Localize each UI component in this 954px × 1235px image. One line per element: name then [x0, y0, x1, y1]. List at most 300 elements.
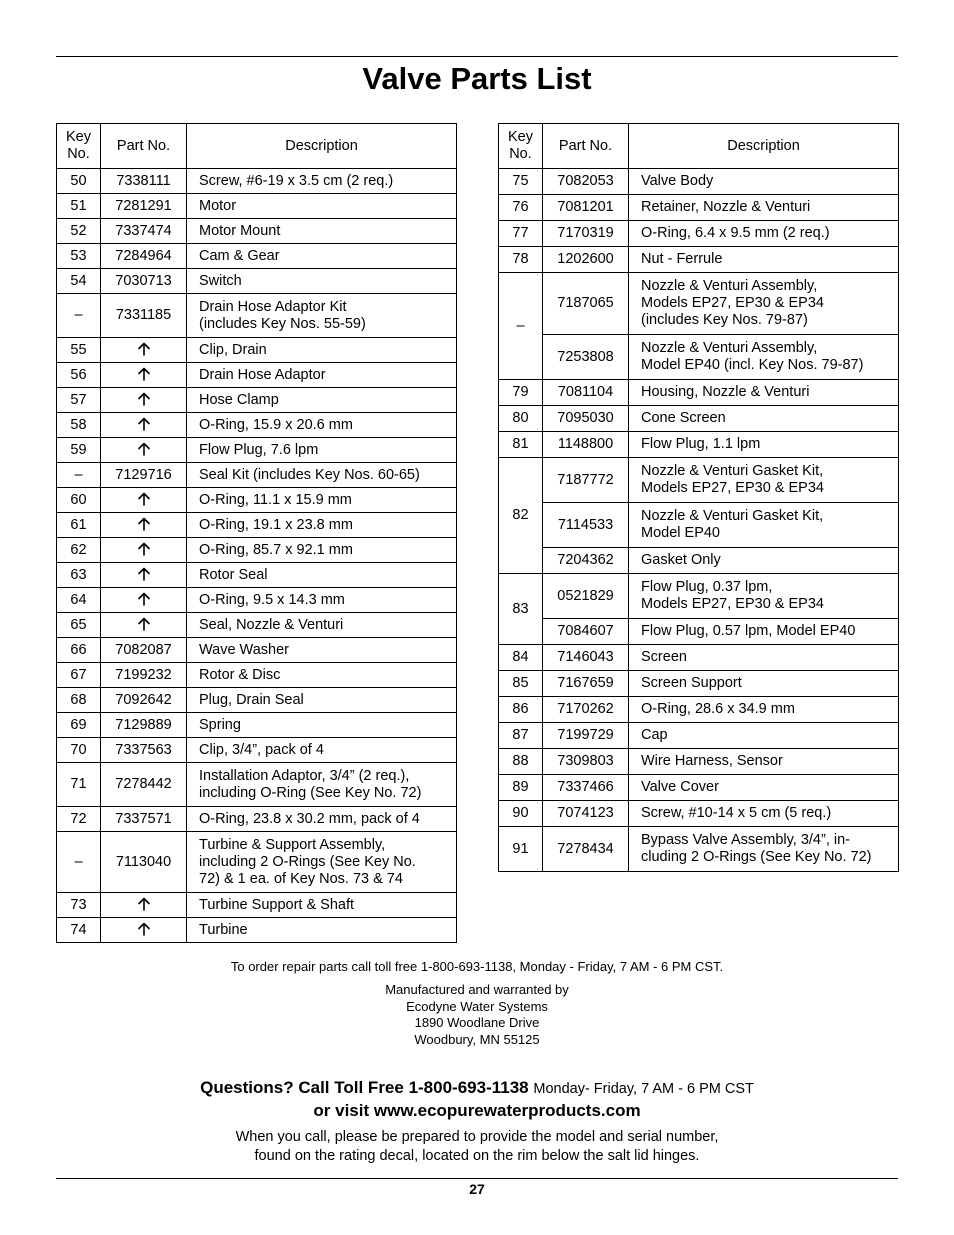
key-no-cell: – — [57, 832, 101, 893]
key-no-cell: 57 — [57, 388, 101, 413]
key-header-line: Key — [508, 129, 533, 145]
description-cell — [187, 663, 457, 688]
table-row — [57, 438, 457, 463]
description-cell — [187, 713, 457, 738]
table-row — [57, 513, 457, 538]
description-cell — [629, 697, 899, 723]
description-line: Screen Support — [641, 675, 742, 691]
description-cell — [629, 801, 899, 827]
key-no-cell: 66 — [57, 638, 101, 663]
table-row — [499, 380, 899, 406]
table-row — [57, 363, 457, 388]
part-no-header: Part No. — [543, 124, 629, 169]
table-row — [57, 832, 457, 893]
description-cell — [187, 513, 457, 538]
part-no-cell — [101, 488, 187, 513]
description-cell — [187, 918, 457, 943]
key-no-cell: – — [57, 294, 101, 338]
part-no-cell: 7084607 — [543, 619, 629, 645]
part-no-cell: 7129889 — [101, 713, 187, 738]
key-no-cell: 54 — [57, 269, 101, 294]
key-no-cell: 55 — [57, 338, 101, 363]
call-note-line: found on the rating decal, located on the rim below the salt lid hinges. — [254, 1148, 700, 1164]
key-no-cell: 56 — [57, 363, 101, 388]
same-kit-arrow-icon — [137, 342, 151, 356]
description-line: O-Ring, 28.6 x 34.9 mm — [641, 701, 795, 717]
description-line: Wave Washer — [199, 641, 289, 658]
description-cell — [629, 380, 899, 406]
manufacturer-name: Ecodyne Water Systems — [406, 998, 548, 1014]
description-line: Rotor Seal — [199, 566, 268, 583]
key-no-header — [57, 124, 101, 169]
same-kit-arrow-icon — [137, 392, 151, 406]
table-row — [499, 432, 899, 458]
description-cell — [187, 294, 457, 338]
description-cell — [187, 488, 457, 513]
table-row — [57, 194, 457, 219]
key-no-cell: 53 — [57, 244, 101, 269]
description-cell — [187, 413, 457, 438]
part-no-cell — [101, 588, 187, 613]
key-no-cell: 89 — [499, 775, 543, 801]
description-cell — [187, 563, 457, 588]
part-no-cell: 7082053 — [543, 169, 629, 195]
description-line: O-Ring, 9.5 x 14.3 mm — [199, 591, 345, 608]
description-cell — [187, 738, 457, 763]
key-no-cell: 72 — [57, 807, 101, 832]
key-no-cell: 50 — [57, 169, 101, 194]
key-no-cell: 52 — [57, 219, 101, 244]
description-line: O-Ring, 23.8 x 30.2 mm, pack of 4 — [199, 810, 420, 827]
key-no-cell: 86 — [499, 697, 543, 723]
description-cell — [187, 244, 457, 269]
table-row — [499, 273, 899, 335]
same-kit-arrow-icon — [137, 442, 151, 456]
description-line: O-Ring, 6.4 x 9.5 mm (2 req.) — [641, 225, 830, 241]
key-no-cell: 69 — [57, 713, 101, 738]
description-line: Motor Mount — [199, 222, 281, 239]
table-row — [499, 406, 899, 432]
description-line: (includes Key Nos. 79-87) — [641, 312, 808, 328]
description-cell — [187, 388, 457, 413]
part-no-cell: 7253808 — [543, 335, 629, 380]
key-no-cell: 80 — [499, 406, 543, 432]
description-cell — [629, 169, 899, 195]
description-cell — [187, 219, 457, 244]
table-row — [499, 645, 899, 671]
same-kit-arrow-icon — [137, 367, 151, 381]
description-line: O-Ring, 85.7 x 92.1 mm — [199, 541, 353, 558]
key-no-cell: 59 — [57, 438, 101, 463]
description-line: Seal Kit (includes Key Nos. 60-65) — [199, 466, 420, 483]
part-no-cell — [101, 613, 187, 638]
key-no-cell: 63 — [57, 563, 101, 588]
part-no-cell: 7337474 — [101, 219, 187, 244]
description-cell — [629, 195, 899, 221]
part-no-cell: 7170262 — [543, 697, 629, 723]
description-line: Switch — [199, 272, 242, 289]
key-no-cell: 70 — [57, 738, 101, 763]
same-kit-arrow-icon — [137, 517, 151, 531]
key-no-cell: 81 — [499, 432, 543, 458]
part-no-cell: 7337563 — [101, 738, 187, 763]
part-no-cell: 7082087 — [101, 638, 187, 663]
description-cell — [629, 273, 899, 335]
key-no-cell: 58 — [57, 413, 101, 438]
description-line: Screw, #6-19 x 3.5 cm (2 req.) — [199, 172, 394, 189]
table-row — [499, 335, 899, 380]
table-row — [499, 247, 899, 273]
same-kit-arrow-icon — [137, 592, 151, 606]
table-row — [57, 638, 457, 663]
part-no-cell: 7204362 — [543, 548, 629, 574]
description-cell — [187, 638, 457, 663]
same-kit-arrow-icon — [137, 617, 151, 631]
description-cell — [629, 574, 899, 619]
table-row — [57, 538, 457, 563]
same-kit-arrow-icon — [137, 417, 151, 431]
same-kit-arrow-icon — [137, 567, 151, 581]
part-no-cell — [101, 918, 187, 943]
part-no-cell — [101, 893, 187, 918]
page-title: Valve Parts List — [362, 61, 592, 96]
key-header-line: No. — [67, 146, 90, 162]
key-no-cell: 74 — [57, 918, 101, 943]
top-rule — [56, 56, 898, 57]
description-line: Drain Hose Adaptor — [199, 366, 326, 383]
description-line: Gasket Only — [641, 552, 721, 568]
table-row — [499, 671, 899, 697]
key-no-cell: 61 — [57, 513, 101, 538]
manufacturer-block — [0, 982, 954, 1048]
part-no-cell: 7081201 — [543, 195, 629, 221]
description-line: O-Ring, 11.1 x 15.9 mm — [199, 491, 352, 508]
description-cell — [187, 763, 457, 807]
key-no-cell: 85 — [499, 671, 543, 697]
description-line: Screen — [641, 649, 687, 665]
part-no-cell: 7187772 — [543, 458, 629, 503]
table-row — [57, 338, 457, 363]
description-line: Retainer, Nozzle & Venturi — [641, 199, 811, 215]
table-row — [57, 563, 457, 588]
description-line: Motor — [199, 197, 237, 214]
part-no-cell: 7114533 — [543, 503, 629, 548]
description-line: Nozzle & Venturi Gasket Kit, — [641, 508, 824, 524]
description-cell — [187, 363, 457, 388]
description-line: Drain Hose Adaptor Kit — [199, 298, 347, 315]
left-parts-table — [56, 123, 457, 943]
part-no-cell: 7337571 — [101, 807, 187, 832]
key-no-cell: 75 — [499, 169, 543, 195]
key-no-cell: 62 — [57, 538, 101, 563]
part-no-cell: 7170319 — [543, 221, 629, 247]
table-header-row — [57, 124, 457, 169]
table-row — [57, 613, 457, 638]
description-cell — [187, 438, 457, 463]
part-no-cell: 7337466 — [543, 775, 629, 801]
part-no-cell: 7167659 — [543, 671, 629, 697]
description-header: Description — [187, 124, 457, 169]
table-row — [499, 801, 899, 827]
key-no-cell: 79 — [499, 380, 543, 406]
description-cell — [629, 548, 899, 574]
key-no-cell: – — [57, 463, 101, 488]
description-cell — [187, 269, 457, 294]
right-parts-table — [498, 123, 899, 872]
table-row — [499, 827, 899, 872]
part-no-cell — [101, 538, 187, 563]
table-row — [499, 775, 899, 801]
table-row — [57, 763, 457, 807]
part-no-cell: 7199232 — [101, 663, 187, 688]
questions-line — [0, 1077, 954, 1100]
description-cell — [629, 827, 899, 872]
table-row — [57, 463, 457, 488]
description-cell — [629, 503, 899, 548]
part-no-cell — [101, 388, 187, 413]
part-no-cell: 7187065 — [543, 273, 629, 335]
table-row — [57, 488, 457, 513]
description-cell — [629, 406, 899, 432]
same-kit-arrow-icon — [137, 542, 151, 556]
part-no-header: Part No. — [101, 124, 187, 169]
same-kit-arrow-icon — [137, 897, 151, 911]
table-row — [499, 169, 899, 195]
table-row — [499, 221, 899, 247]
table-row — [499, 619, 899, 645]
manufacturer-street: 1890 Woodlane Drive — [414, 1015, 540, 1030]
description-line: Screw, #10-14 x 5 cm (5 req.) — [641, 805, 832, 821]
call-note-line: When you call, please be prepared to provide the model and serial number, — [235, 1129, 719, 1145]
description-line: O-Ring, 15.9 x 20.6 mm — [199, 416, 353, 433]
order-parts-line: To order repair parts call toll free 1-800-693-1138, Monday - Friday, 7 AM - 6 PM CST. — [230, 959, 724, 974]
description-line: Clip, Drain — [199, 341, 267, 358]
key-no-cell: 71 — [57, 763, 101, 807]
part-no-cell: 7030713 — [101, 269, 187, 294]
description-cell — [629, 775, 899, 801]
description-cell — [187, 169, 457, 194]
description-line: Nozzle & Venturi Assembly, — [641, 278, 818, 294]
description-line: Nut - Ferrule — [641, 251, 723, 267]
part-no-cell: 1202600 — [543, 247, 629, 273]
description-line: Models EP27, EP30 & EP34 — [641, 295, 824, 311]
description-line: Cam & Gear — [199, 247, 280, 264]
part-no-cell — [101, 513, 187, 538]
part-no-cell: 7278434 — [543, 827, 629, 872]
description-line: Turbine Support & Shaft — [199, 896, 355, 913]
website-line[interactable]: or visit www.ecopurewaterproducts.com — [313, 1101, 641, 1120]
key-no-cell: 67 — [57, 663, 101, 688]
table-row — [499, 458, 899, 503]
table-row — [57, 893, 457, 918]
same-kit-arrow-icon — [137, 492, 151, 506]
description-line: Nozzle & Venturi Assembly, — [641, 340, 818, 356]
description-line: Models EP27, EP30 & EP34 — [641, 480, 824, 496]
same-kit-arrow-icon — [137, 922, 151, 936]
description-line: Hose Clamp — [199, 391, 279, 408]
description-cell — [187, 832, 457, 893]
description-cell — [187, 538, 457, 563]
description-line: Valve Body — [641, 173, 714, 189]
key-no-cell: 73 — [57, 893, 101, 918]
part-no-cell: 7331185 — [101, 294, 187, 338]
description-line: cluding 2 O-Rings (See Key No. 72) — [641, 849, 872, 865]
description-line: Bypass Valve Assembly, 3/4”, in- — [641, 832, 850, 848]
part-no-cell: 7284964 — [101, 244, 187, 269]
table-row — [499, 749, 899, 775]
table-row — [57, 294, 457, 338]
description-cell — [629, 619, 899, 645]
description-line: including 2 O-Rings (See Key No. — [199, 853, 416, 870]
key-no-cell: 90 — [499, 801, 543, 827]
description-line: Model EP40 (incl. Key Nos. 79-87) — [641, 357, 864, 373]
part-no-cell: 7074123 — [543, 801, 629, 827]
key-no-cell: 88 — [499, 749, 543, 775]
description-line: Flow Plug, 7.6 lpm — [199, 441, 319, 458]
table-row — [499, 697, 899, 723]
description-header: Description — [629, 124, 899, 169]
table-row — [57, 244, 457, 269]
part-no-cell: 1148800 — [543, 432, 629, 458]
manufacturer-line: Manufactured and warranted by — [385, 982, 569, 997]
description-line: Plug, Drain Seal — [199, 691, 304, 708]
description-cell — [187, 807, 457, 832]
table-row — [57, 918, 457, 943]
description-cell — [629, 221, 899, 247]
table-row — [57, 388, 457, 413]
description-cell — [629, 749, 899, 775]
description-cell — [629, 671, 899, 697]
description-cell — [187, 463, 457, 488]
part-no-cell: 7113040 — [101, 832, 187, 893]
key-no-cell: 76 — [499, 195, 543, 221]
description-line: Cap — [641, 727, 668, 743]
description-cell — [187, 338, 457, 363]
description-line: including O-Ring (See Key No. 72) — [199, 784, 422, 801]
description-cell — [629, 458, 899, 503]
table-row — [57, 219, 457, 244]
part-no-cell — [101, 363, 187, 388]
table-row — [57, 588, 457, 613]
questions-hours: Monday- Friday, 7 AM - 6 PM CST — [533, 1081, 754, 1097]
table-row — [499, 195, 899, 221]
key-no-cell: 51 — [57, 194, 101, 219]
part-no-cell — [101, 338, 187, 363]
part-no-cell: 7081104 — [543, 380, 629, 406]
part-no-cell: 7338111 — [101, 169, 187, 194]
key-no-cell: 84 — [499, 645, 543, 671]
description-cell — [629, 335, 899, 380]
part-no-cell — [101, 413, 187, 438]
page-number: 27 — [469, 1181, 485, 1197]
description-cell — [187, 613, 457, 638]
part-no-cell: 7095030 — [543, 406, 629, 432]
description-line: Clip, 3/4”, pack of 4 — [199, 741, 324, 758]
description-line: (includes Key Nos. 55-59) — [199, 315, 366, 332]
table-row — [57, 269, 457, 294]
description-cell — [629, 247, 899, 273]
bottom-rule — [56, 1178, 898, 1179]
description-line: Cone Screen — [641, 410, 726, 426]
description-line: Installation Adaptor, 3/4” (2 req.), — [199, 767, 410, 784]
description-cell — [187, 688, 457, 713]
key-no-cell: 78 — [499, 247, 543, 273]
key-header-line: No. — [509, 146, 532, 162]
description-line: Flow Plug, 0.37 lpm, — [641, 579, 773, 595]
key-no-cell: 65 — [57, 613, 101, 638]
description-line: Rotor & Disc — [199, 666, 281, 683]
table-row — [499, 574, 899, 619]
description-line: Seal, Nozzle & Venturi — [199, 616, 344, 633]
description-line: Flow Plug, 1.1 lpm — [641, 436, 761, 452]
table-row — [499, 548, 899, 574]
table-row — [57, 169, 457, 194]
part-no-cell: 7281291 — [101, 194, 187, 219]
description-line: Turbine — [199, 921, 248, 938]
description-line: Turbine & Support Assembly, — [199, 836, 386, 853]
table-row — [499, 503, 899, 548]
description-cell — [187, 893, 457, 918]
call-note — [0, 1128, 954, 1166]
manufacturer-city: Woodbury, MN 55125 — [414, 1031, 540, 1047]
description-line: Wire Harness, Sensor — [641, 753, 783, 769]
part-no-cell: 7146043 — [543, 645, 629, 671]
key-no-cell: 68 — [57, 688, 101, 713]
part-no-cell: 7278442 — [101, 763, 187, 807]
questions-phone: Questions? Call Toll Free 1-800-693-1138 — [200, 1078, 529, 1097]
table-header-row — [499, 124, 899, 169]
key-header-line: Key — [66, 129, 91, 145]
description-line: O-Ring, 19.1 x 23.8 mm — [199, 516, 353, 533]
part-no-cell: 7092642 — [101, 688, 187, 713]
key-no-cell: 77 — [499, 221, 543, 247]
description-line: Flow Plug, 0.57 lpm, Model EP40 — [641, 623, 856, 639]
key-no-cell: 82 — [499, 458, 543, 574]
key-no-header — [499, 124, 543, 169]
description-line: 72) & 1 ea. of Key Nos. 73 & 74 — [199, 870, 403, 887]
description-cell — [629, 645, 899, 671]
description-line: Nozzle & Venturi Gasket Kit, — [641, 463, 824, 479]
key-no-cell: 87 — [499, 723, 543, 749]
part-no-cell: 7199729 — [543, 723, 629, 749]
key-no-cell: – — [499, 273, 543, 380]
table-row — [57, 807, 457, 832]
description-line: Valve Cover — [641, 779, 719, 795]
description-cell — [629, 723, 899, 749]
part-no-cell — [101, 563, 187, 588]
part-no-cell: 0521829 — [543, 574, 629, 619]
key-no-cell: 64 — [57, 588, 101, 613]
description-line: Housing, Nozzle & Venturi — [641, 384, 810, 400]
table-row — [57, 713, 457, 738]
key-no-cell: 83 — [499, 574, 543, 645]
key-no-cell: 60 — [57, 488, 101, 513]
description-line: Model EP40 — [641, 525, 720, 541]
description-cell — [187, 194, 457, 219]
table-row — [499, 723, 899, 749]
description-cell — [187, 588, 457, 613]
key-no-cell: 91 — [499, 827, 543, 872]
table-row — [57, 663, 457, 688]
table-row — [57, 688, 457, 713]
questions-block — [0, 1077, 954, 1122]
description-cell — [629, 432, 899, 458]
part-no-cell: 7129716 — [101, 463, 187, 488]
part-no-cell: 7309803 — [543, 749, 629, 775]
description-line: Spring — [199, 716, 241, 733]
part-no-cell — [101, 438, 187, 463]
description-line: Models EP27, EP30 & EP34 — [641, 596, 824, 612]
